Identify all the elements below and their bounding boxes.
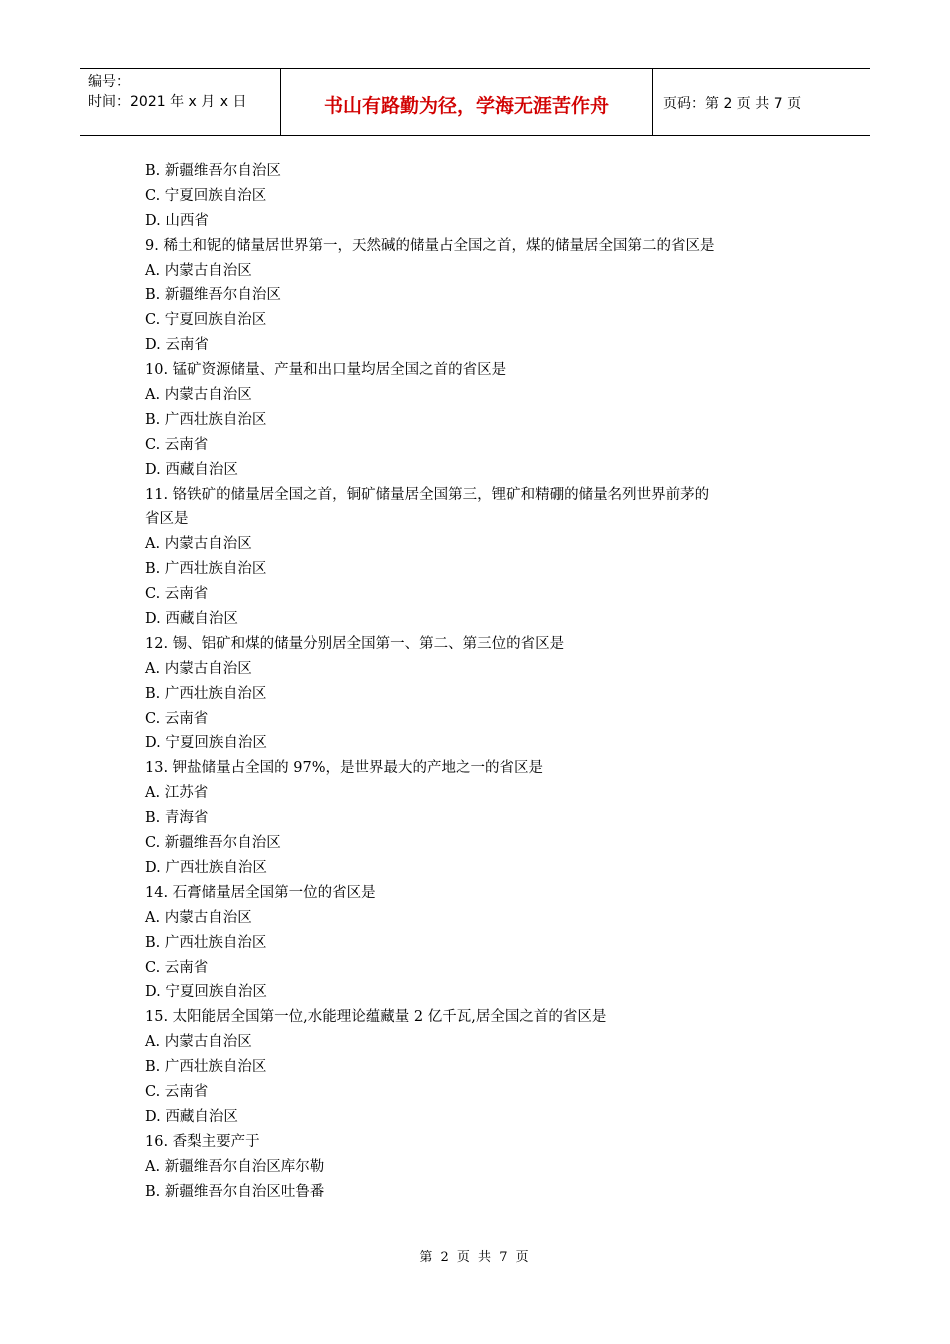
answer-option: B. 新疆维吾尔自治区吐鲁番	[145, 1183, 325, 1200]
answer-option: C. 云南省	[145, 436, 209, 453]
document-number-label: 编号：	[88, 74, 130, 90]
answer-option: A. 内蒙古自治区	[145, 909, 252, 926]
question-text: 15. 太阳能居全国第一位,水能理论蕴藏量 2 亿千瓦,居全国之首的省区是	[145, 1009, 607, 1026]
question-list	[145, 159, 815, 1204]
question-text: 9. 稀土和铌的储量居世界第一，天然碱的储量占全国之首，煤的储量居全国第二的省区是	[145, 237, 715, 254]
answer-option: B. 广西壮族自治区	[145, 1059, 267, 1076]
page-header	[80, 68, 870, 136]
answer-option: B. 青海省	[145, 810, 209, 827]
answer-option: D. 西藏自治区	[145, 1108, 238, 1125]
answer-option: A. 江苏省	[145, 785, 209, 802]
answer-option: A. 内蒙古自治区	[145, 262, 252, 279]
answer-option: C. 云南省	[145, 586, 209, 603]
answer-option: C. 宁夏回族自治区	[145, 312, 267, 329]
answer-option: A. 内蒙古自治区	[145, 536, 252, 553]
answer-option: B. 广西壮族自治区	[145, 561, 267, 578]
answer-option: D. 西藏自治区	[145, 461, 238, 478]
answer-option: D. 云南省	[145, 337, 209, 354]
answer-option: A. 新疆维吾尔自治区库尔勒	[145, 1158, 325, 1175]
answer-option: C. 云南省	[145, 1083, 209, 1100]
answer-option: B. 新疆维吾尔自治区	[145, 287, 281, 304]
answer-option: C. 云南省	[145, 710, 209, 727]
answer-option: B. 广西壮族自治区	[145, 685, 267, 702]
answer-option: A. 内蒙古自治区	[145, 1034, 252, 1051]
answer-option: C. 云南省	[145, 959, 209, 976]
answer-option: A. 内蒙古自治区	[145, 660, 252, 677]
header-page-indicator: 页码：第 2 页 共 7 页	[663, 96, 802, 112]
page-footer: 第 2 页 共 7 页	[419, 1250, 531, 1265]
answer-option: D. 宁夏回族自治区	[145, 735, 267, 752]
answer-option: D. 广西壮族自治区	[145, 859, 267, 876]
question-text: 省区是	[145, 511, 189, 528]
question-text: 13. 钾盐储量占全国的 97%，是世界最大的产地之一的省区是	[145, 760, 544, 777]
answer-option: A. 内蒙古自治区	[145, 387, 252, 404]
header-info-cell	[80, 69, 281, 135]
answer-option: B. 广西壮族自治区	[145, 411, 267, 428]
answer-option: D. 宁夏回族自治区	[145, 984, 267, 1001]
question-text: 16. 香梨主要产于	[145, 1133, 260, 1150]
text-line: D. 山西省	[145, 212, 209, 229]
text-line: C. 宁夏回族自治区	[145, 187, 267, 204]
question-text: 14. 石膏储量居全国第一位的省区是	[145, 884, 376, 901]
document-date-label: 时间：2021 年 x 月 x 日	[88, 94, 247, 110]
text-line: B. 新疆维吾尔自治区	[145, 163, 281, 179]
question-text: 10. 锰矿资源储量、产量和出口量均居全国之首的省区是	[145, 362, 507, 379]
question-text: 12. 锡、铝矿和煤的储量分别居全国第一、第二、第三位的省区是	[145, 635, 565, 652]
answer-option: D. 西藏自治区	[145, 611, 238, 628]
answer-option: B. 广西壮族自治区	[145, 934, 267, 951]
answer-option: C. 新疆维吾尔自治区	[145, 835, 281, 852]
header-motto: 书山有路勤为径，学海无涯苦作舟	[281, 69, 653, 135]
question-text: 11. 铬铁矿的储量居全国之首，铜矿储量居全国第三，锂矿和精硼的储量名列世界前茅的	[145, 486, 710, 503]
